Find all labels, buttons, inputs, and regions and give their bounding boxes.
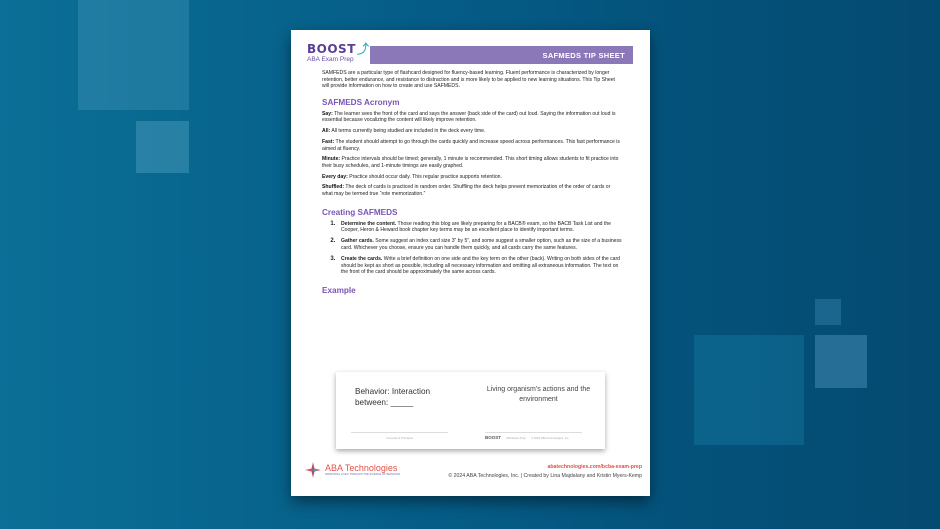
mini-boost-logo: BOOST [485, 435, 502, 440]
background-square [694, 335, 804, 445]
logo-brand: BOOST [307, 42, 356, 56]
card-back-footer [485, 435, 595, 440]
step-text: Write a brief definition on one side and the key term on the other (back). Writing on both sides of the card should be kept as short as possible, including all necessary information and omitting all extraneous information. The text on the front of the card should be approximately the same across cards. [341, 256, 620, 276]
term-text: The learner sees the front of the card and says the answer (back side of the card) out loud. Saying the information out loud is essential because vocalizing the content will likely improve retention. [322, 110, 616, 124]
mini-subtitle: ABA Exam Prep [506, 435, 527, 440]
tip-sheet-document [291, 30, 650, 496]
term-text: Practice should occur daily. This regular practice supports retention. [347, 173, 502, 180]
step-title: Create the cards. [341, 256, 383, 263]
card-copyright: © 2023 ABA Technologies, Inc. [531, 435, 570, 440]
title-banner [370, 46, 633, 64]
step-text: Some suggest an index card size 3” by 5”, and some suggest a smaller option, such as the size of a business card. Whichever you choose, ensure you can handle them quickly, and all cards carry the same features. [341, 238, 622, 251]
boost-logo [307, 43, 369, 63]
card-front-text: Behavior: Interaction between: _____ [355, 387, 431, 407]
step-item [337, 238, 622, 251]
step-title: Gather cards. [341, 238, 374, 245]
acronym-term [322, 156, 622, 169]
aba-star-icon [305, 462, 321, 478]
page-title: SAFMEDS TIP SHEET [542, 50, 625, 60]
steps-list [322, 221, 622, 276]
term-label: Fast: [322, 138, 335, 145]
divider [351, 432, 448, 433]
step-item [337, 256, 622, 276]
up-arrow-icon: ⤴ [356, 42, 370, 56]
step-text: Those reading this blog are likely preparing for a BACB® exam, so the BACB Task List and the Cooper, Heron & Heward book chapter key terms may be an excellent place to identify important terms. [341, 220, 611, 234]
document-body [322, 70, 622, 299]
acronym-term [322, 139, 622, 152]
term-label: Say: [322, 110, 333, 117]
term-label: Shuffled: [322, 184, 345, 191]
background-square [815, 335, 867, 388]
section-heading-example: Example [322, 285, 356, 295]
step-item [337, 221, 622, 234]
company-tagline: IMPROVING LIVES THROUGH THE SCIENCE OF BEHAVIOR [325, 473, 401, 476]
aba-technologies-logo [305, 462, 400, 478]
term-label: Minute: [322, 156, 341, 163]
background-square [815, 299, 841, 325]
acronym-term [322, 111, 622, 124]
intro-paragraph: SAMFEDS are a particular type of flashcard designed for fluency-based learning. Fluent performance is characterized by longer retention, better endurance, and resistance to distraction and is more likely to be applied to new learning situations. This Tip Sheet will provide information on how to create and use SAFMEDS. [322, 70, 615, 90]
divider [485, 432, 582, 433]
acronym-term [322, 184, 622, 197]
example-flashcard [336, 372, 605, 449]
company-name: ABA Technologies [325, 463, 398, 473]
acronym-term [322, 174, 622, 181]
section-heading-creating: Creating SAFMEDS [322, 207, 398, 217]
background-square [78, 0, 189, 110]
acronym-term [322, 128, 622, 135]
term-text: All terms currently being studied are included in the deck every time. [330, 128, 486, 135]
term-label: Every day: [322, 173, 348, 180]
logo-subtitle: ABA Exam Prep [307, 56, 354, 63]
term-text: The deck of cards is practiced in random order. Shuffling the deck helps prevent memorization of the order of cards or what may be termed true “rote memorization.” [322, 184, 611, 198]
footer-url-link[interactable]: abatechnologies.com/bcba-exam-prep [547, 464, 642, 470]
background-square [136, 121, 189, 173]
card-back-text: Living organism's actions and the environment [486, 386, 591, 403]
term-text: The student should attempt to go through the cards quickly and increase speed across performances. This fast performance is aimed at fluency. [322, 138, 620, 152]
term-text: Practice intervals should be timed; generally, 1 minute is recommended. This short timing allows students to fit practice into their busy schedules, and 1-minute timings are easily graphed. [322, 156, 619, 169]
section-heading-acronym: SAFMEDS Acronym [322, 97, 400, 107]
term-label: All: [322, 128, 331, 135]
card-front-footer: Concepts & Principles [385, 436, 414, 440]
step-title: Determine the content. [341, 220, 397, 227]
footer-credit: © 2024 ABA Technologies, Inc. | Created by Lina Majdalany and Kristin Myers-Kemp [448, 473, 642, 479]
